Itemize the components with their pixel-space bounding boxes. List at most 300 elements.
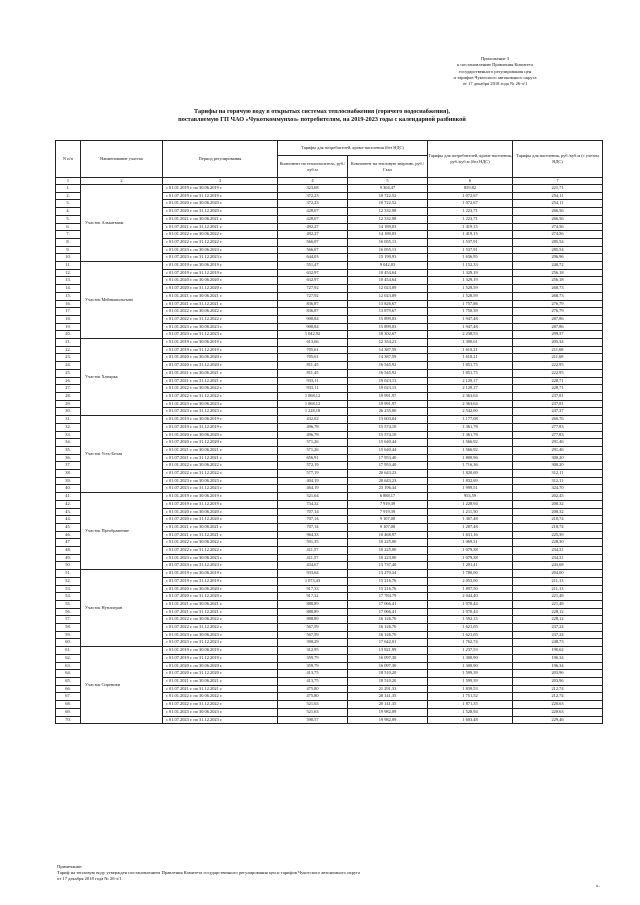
period-cell: с 01.01.2023 г. по 30.06.2023 г. <box>163 323 278 331</box>
heat-energy-cell: 15 640,44 <box>348 439 428 447</box>
tariff-cell: 1 419,15 <box>428 223 513 231</box>
heat-energy-cell: 12 354,21 <box>348 339 428 347</box>
tariff-cell: 1 820,69 <box>428 470 513 478</box>
row-number: 63. <box>56 662 81 670</box>
row-number: 26. <box>56 377 81 385</box>
heat-energy-cell: 16 545,92 <box>348 362 428 370</box>
row-number: 54. <box>56 593 81 601</box>
heat-energy-cell: 17 066,41 <box>348 608 428 616</box>
heat-energy-cell: 17 642,01 <box>348 639 428 647</box>
heat-energy-cell: 20 141,35 <box>348 701 428 709</box>
heat-carrier-cell: 475,80 <box>278 693 348 701</box>
heat-energy-cell: 15 574,10 <box>348 431 428 439</box>
population-tariff-cell: 221,71 <box>513 185 603 193</box>
tariff-cell: 2 238,53 <box>428 331 513 339</box>
heat-energy-cell: 15 899,03 <box>348 323 428 331</box>
row-number: 36. <box>56 454 81 462</box>
period-cell: с 01.07.2023 г. по 31.12.2023 г. <box>163 716 278 724</box>
tariff-cell: 2 129,17 <box>428 377 513 385</box>
population-tariff-cell: 228,12 <box>513 616 603 624</box>
heat-carrier-cell: 571,26 <box>278 439 348 447</box>
heat-carrier-cell: 428,07 <box>278 215 348 223</box>
period-cell: с 01.07.2023 г. по 31.12.2023 г. <box>163 485 278 493</box>
heat-carrier-cell: 836,87 <box>278 300 348 308</box>
area-name: Участок Преображение <box>81 493 163 570</box>
period-cell: с 01.01.2022 г. по 30.06.2022 г. <box>163 231 278 239</box>
tariff-cell: 1 201,41 <box>428 562 513 570</box>
tariff-cell: 1 832,69 <box>428 477 513 485</box>
heat-carrier-cell: 1 068,12 <box>278 400 348 408</box>
heat-energy-cell: 16 097,30 <box>348 654 428 662</box>
period-cell: с 01.07.2023 г. по 31.12.2023 г. <box>163 562 278 570</box>
heat-energy-cell: 23 196,34 <box>348 485 428 493</box>
footnote-line: Тариф на тепловую воду утвержден постановлением Правления Комитета государственного регулирования цен и тарифов Чукотского автономного округа <box>57 870 361 876</box>
tariff-cell: 859,82 <box>428 185 513 193</box>
period-cell: с 01.01.2021 г. по 30.06.2021 г. <box>163 292 278 300</box>
heat-energy-cell: 7 919,39 <box>348 500 428 508</box>
heat-carrier-cell: 404,19 <box>278 477 348 485</box>
heat-carrier-cell: 390,29 <box>278 639 348 647</box>
tariff-cell: 1 537,91 <box>428 246 513 254</box>
tariff-cell: 1 228,94 <box>428 500 513 508</box>
row-number: 35. <box>56 446 81 454</box>
row-number: 31. <box>56 416 81 424</box>
population-tariff-cell: 266,56 <box>513 215 603 223</box>
population-tariff-cell: 312,11 <box>513 470 603 478</box>
heat-carrier-cell: 632,97 <box>278 277 348 285</box>
population-tariff-cell: 202,45 <box>513 493 603 501</box>
row-number: 12. <box>56 269 81 277</box>
tariff-cell: 1 621,05 <box>428 631 513 639</box>
population-tariff-cell: 287,86 <box>513 315 603 323</box>
population-tariff-cell: 228,12 <box>513 608 603 616</box>
heat-carrier-cell: 432,02 <box>278 416 348 424</box>
population-tariff-cell: 221,48 <box>513 600 603 608</box>
header-col7: Тарифы для населения, руб./куб.м (с учетом НДС) <box>513 141 603 178</box>
row-number: 17. <box>56 308 81 316</box>
heat-energy-cell: 18 510,20 <box>348 678 428 686</box>
row-number: 68. <box>56 701 81 709</box>
heat-energy-cell: 18 302,67 <box>348 331 428 339</box>
heat-carrier-cell: 411,57 <box>278 554 348 562</box>
heat-carrier-cell: 567,59 <box>278 631 348 639</box>
row-number: 13. <box>56 277 81 285</box>
population-tariff-cell: 276,79 <box>513 308 603 316</box>
period-cell: с 01.01.2022 г. по 30.06.2022 г. <box>163 385 278 393</box>
heat-energy-cell: 15 899,03 <box>348 315 428 323</box>
heat-energy-cell: 17 953,40 <box>348 454 428 462</box>
population-tariff-cell: 268,73 <box>513 292 603 300</box>
heat-carrier-cell: 566,07 <box>278 246 348 254</box>
row-number: 10. <box>56 254 81 262</box>
heat-energy-cell: 17 066,41 <box>348 600 428 608</box>
row-number: 2. <box>56 192 81 200</box>
period-cell: с 01.01.2021 г. по 30.06.2021 г. <box>163 446 278 454</box>
population-tariff-cell: 221,48 <box>513 593 603 601</box>
period-cell: с 01.07.2019 г. по 31.12.2019 г. <box>163 500 278 508</box>
tariff-cell: 1 751,52 <box>428 693 513 701</box>
tariff-cell: 2 542,00 <box>428 408 513 416</box>
heat-energy-cell: 19 982,09 <box>348 716 428 724</box>
period-cell: с 01.01.2019 г. по 30.06.2019 г. <box>163 339 278 347</box>
tariff-cell: 1 970,44 <box>428 608 513 616</box>
heat-carrier-cell: 964,33 <box>278 531 348 539</box>
population-tariff-cell: 285,54 <box>513 238 603 246</box>
period-cell: с 01.07.2022 г. по 31.12.2022 г. <box>163 392 278 400</box>
period-cell: с 01.01.2021 г. по 30.06.2021 г. <box>163 600 278 608</box>
annex-line: и тарифов Чукотского автономного округа <box>453 74 537 80</box>
population-tariff-cell: 212,74 <box>513 693 603 701</box>
period-cell: с 01.01.2020 г. по 30.06.2020 г. <box>163 662 278 670</box>
heat-carrier-cell: 413,75 <box>278 670 348 678</box>
tariff-cell: 1 211,50 <box>428 508 513 516</box>
period-cell: с 01.01.2019 г. по 30.06.2019 г. <box>163 185 278 193</box>
population-tariff-cell: 228,71 <box>513 385 603 393</box>
period-cell: с 01.07.2020 г. по 31.12.2020 г. <box>163 593 278 601</box>
period-cell: с 01.07.2022 г. по 31.12.2022 г. <box>163 238 278 246</box>
tariff-cell: 1 361,78 <box>428 423 513 431</box>
row-number: 42. <box>56 500 81 508</box>
population-tariff-cell: 218,74 <box>513 523 603 531</box>
population-tariff-cell: 211,13 <box>513 585 603 593</box>
period-cell: с 01.07.2023 г. по 31.12.2023 г. <box>163 254 278 262</box>
title-line: поставляемую ГП ЧАО «Чукоткоммунхоз» потребителям, на 2019-2023 годы с календарной разбивкой <box>178 116 466 123</box>
tariff-cell: 1 419,15 <box>428 231 513 239</box>
tariff-cell: 1 079,38 <box>428 547 513 555</box>
row-number: 46. <box>56 531 81 539</box>
population-tariff-cell: 196,34 <box>513 662 603 670</box>
period-cell: с 01.07.2019 г. по 31.12.2019 г. <box>163 577 278 585</box>
heat-energy-cell: 20 643,23 <box>348 477 428 485</box>
heat-carrier-cell: 707,14 <box>278 508 348 516</box>
heat-energy-cell: 13 826,67 <box>348 300 428 308</box>
tariff-cell: 1 851,75 <box>428 369 513 377</box>
header-number: 3 <box>163 178 278 185</box>
period-cell: с 01.01.2023 г. по 30.06.2023 г. <box>163 631 278 639</box>
period-cell: с 01.07.2022 г. по 31.12.2022 г. <box>163 624 278 632</box>
heat-energy-cell: 12 023,09 <box>348 285 428 293</box>
tariff-cell: 1 287,48 <box>428 523 513 531</box>
heat-energy-cell: 20 643,23 <box>348 470 428 478</box>
population-tariff-cell: 274,56 <box>513 223 603 231</box>
heat-energy-cell: 15 216,76 <box>348 577 428 585</box>
heat-energy-cell: 16 055,13 <box>348 238 428 246</box>
row-number: 24. <box>56 362 81 370</box>
period-cell: с 01.07.2019 г. по 31.12.2019 г. <box>163 346 278 354</box>
population-tariff-cell: 256,18 <box>513 277 603 285</box>
row-number: 39. <box>56 477 81 485</box>
tariff-cell: 1 631,16 <box>428 531 513 539</box>
heat-energy-cell: 17 953,40 <box>348 462 428 470</box>
header-number: 7 <box>513 178 603 185</box>
heat-energy-cell: 12 023,09 <box>348 292 428 300</box>
population-tariff-cell: 254,11 <box>513 192 603 200</box>
period-cell: с 01.07.2019 г. по 31.12.2019 г. <box>163 423 278 431</box>
row-number: 27. <box>56 385 81 393</box>
heat-carrier-cell: 644,03 <box>278 254 348 262</box>
period-cell: с 01.01.2021 г. по 30.06.2021 г. <box>163 523 278 531</box>
row-number: 61. <box>56 647 81 655</box>
area-name: Участок Мейныпильгыно <box>81 262 163 339</box>
row-number: 29. <box>56 400 81 408</box>
row-number: 5. <box>56 215 81 223</box>
tariff-table <box>55 140 603 724</box>
row-number: 58. <box>56 624 81 632</box>
tariff-cell: 1 079,38 <box>428 554 513 562</box>
tariff-cell: 1 566,92 <box>428 439 513 447</box>
row-number: 56. <box>56 608 81 616</box>
row-number: 33. <box>56 431 81 439</box>
population-tariff-cell: 211,68 <box>513 354 603 362</box>
annex-block <box>390 56 600 87</box>
population-tariff-cell: 324,70 <box>513 485 603 493</box>
header-period: Период регулирования <box>163 141 278 178</box>
tariff-cell: 2 129,17 <box>428 385 513 393</box>
heat-energy-cell: 19 991,97 <box>348 400 428 408</box>
tariff-cell: 1 329,19 <box>428 269 513 277</box>
population-tariff-cell: 256,18 <box>513 269 603 277</box>
population-tariff-cell: 243,68 <box>513 562 603 570</box>
tariff-cell: 1 947,48 <box>428 323 513 331</box>
population-tariff-cell: 240,72 <box>513 262 603 270</box>
period-cell: с 01.07.2020 г. по 31.12.2020 г. <box>163 285 278 293</box>
period-cell: с 01.01.2022 г. по 30.06.2022 г. <box>163 308 278 316</box>
heat-carrier-cell: 656,91 <box>278 454 348 462</box>
period-cell: с 01.07.2020 г. по 31.12.2020 г. <box>163 670 278 678</box>
heat-carrier-cell: 734,32 <box>278 500 348 508</box>
tariff-cell: 1 897,50 <box>428 585 513 593</box>
tariff-cell: 1 300,90 <box>428 654 513 662</box>
period-cell: с 01.07.2021 г. по 31.12.2021 г. <box>163 608 278 616</box>
row-number: 67. <box>56 693 81 701</box>
heat-carrier-cell: 323,68 <box>278 185 348 193</box>
tariff-cell: 1 177,08 <box>428 416 513 424</box>
heat-energy-cell: 9 107,08 <box>348 523 428 531</box>
heat-energy-cell: 16 126,70 <box>348 624 428 632</box>
row-number: 64. <box>56 670 81 678</box>
population-tariff-cell: 220,63 <box>513 708 603 716</box>
row-number: 30. <box>56 408 81 416</box>
population-tariff-cell: 296,96 <box>513 254 603 262</box>
row-number: 16. <box>56 300 81 308</box>
row-number: 51. <box>56 570 81 578</box>
population-tariff-cell: 208,32 <box>513 500 603 508</box>
period-cell: с 01.01.2023 г. по 30.06.2023 г. <box>163 554 278 562</box>
heat-energy-cell: 20 141,35 <box>348 693 428 701</box>
period-cell: с 01.01.2020 г. по 30.06.2020 г. <box>163 431 278 439</box>
row-number: 1. <box>56 185 81 193</box>
population-tariff-cell: 237,24 <box>513 624 603 632</box>
heat-carrier-cell: 598,57 <box>278 716 348 724</box>
heat-energy-cell: 14 189,03 <box>348 223 428 231</box>
row-number: 18. <box>56 315 81 323</box>
heat-energy-cell: 12 332,98 <box>348 215 428 223</box>
header-number: 4 <box>278 178 348 185</box>
heat-carrier-cell: 613,66 <box>278 339 348 347</box>
row-number: 6. <box>56 223 81 231</box>
row-number: 7. <box>56 231 81 239</box>
population-tariff-cell: 234,31 <box>513 547 603 555</box>
period-cell: с 01.07.2019 г. по 31.12.2019 г. <box>163 654 278 662</box>
tariff-cell: 1 757,86 <box>428 300 513 308</box>
heat-carrier-cell: 1 228,18 <box>278 408 348 416</box>
tariff-cell: 1 072,67 <box>428 200 513 208</box>
table-row <box>56 339 603 347</box>
heat-energy-cell: 16 097,30 <box>348 662 428 670</box>
period-cell: с 01.01.2019 г. по 30.06.2019 г. <box>163 493 278 501</box>
population-tariff-cell: 287,86 <box>513 323 603 331</box>
heat-energy-cell: 10 454,64 <box>348 277 428 285</box>
area-name: Участок Нунлигран <box>81 570 163 647</box>
row-number: 66. <box>56 685 81 693</box>
row-number: 69. <box>56 708 81 716</box>
tariff-cell: 1 603,48 <box>428 716 513 724</box>
tariff-cell: 1 999,51 <box>428 485 513 493</box>
area-name: Участок Усть-Белая <box>81 416 163 493</box>
heat-energy-cell: 26 235,06 <box>348 408 428 416</box>
table-row <box>56 647 603 655</box>
period-cell: с 01.07.2021 г. по 31.12.2021 г. <box>163 377 278 385</box>
heat-energy-cell: 13 879,67 <box>348 308 428 316</box>
table-row <box>56 262 603 270</box>
row-number: 25. <box>56 369 81 377</box>
heat-energy-cell: 10 722,52 <box>348 200 428 208</box>
population-tariff-cell: 276,79 <box>513 300 603 308</box>
heat-energy-cell: 7 919,39 <box>348 508 428 516</box>
tariff-cell: 1 610,21 <box>428 346 513 354</box>
population-tariff-cell: 274,56 <box>513 231 603 239</box>
population-tariff-cell: 222,95 <box>513 362 603 370</box>
row-number: 60. <box>56 639 81 647</box>
header-area: Наименование участка <box>81 141 163 178</box>
heat-carrier-cell: 566,07 <box>278 238 348 246</box>
period-cell: с 01.07.2020 г. по 31.12.2020 г. <box>163 208 278 216</box>
tariff-cell: 1 599,39 <box>428 670 513 678</box>
period-cell: с 01.07.2023 г. по 31.12.2023 г. <box>163 331 278 339</box>
row-number: 34. <box>56 439 81 447</box>
population-tariff-cell: 228,71 <box>513 377 603 385</box>
heat-carrier-cell: 428,07 <box>278 208 348 216</box>
heat-energy-cell: 18 510,20 <box>348 670 428 678</box>
heat-energy-cell: 14 189,03 <box>348 231 428 239</box>
population-tariff-cell: 277,83 <box>513 423 603 431</box>
header-comp-heat: Компонент на теплоноситель, руб./куб.м <box>278 156 348 178</box>
heat-energy-cell: 16 545,92 <box>348 369 428 377</box>
row-number: 19. <box>56 323 81 331</box>
heat-energy-cell: 9 107,08 <box>348 516 428 524</box>
annex-line: от 17 декабря 2018 года № 26-э/1 <box>462 81 528 87</box>
heat-carrier-cell: 492,27 <box>278 223 348 231</box>
tariff-cell: 1 762,74 <box>428 639 513 647</box>
heat-energy-cell: 10 225,00 <box>348 547 428 555</box>
heat-carrier-cell: 372,23 <box>278 192 348 200</box>
row-number: 14. <box>56 285 81 293</box>
period-cell: с 01.01.2023 г. по 30.06.2023 г. <box>163 708 278 716</box>
heat-carrier-cell: 888,89 <box>278 616 348 624</box>
period-cell: с 01.07.2019 г. по 31.12.2019 г. <box>163 269 278 277</box>
period-cell: с 01.07.2023 г. по 31.12.2023 г. <box>163 639 278 647</box>
period-cell: с 01.01.2020 г. по 30.06.2020 г. <box>163 277 278 285</box>
period-cell: с 01.01.2020 г. по 30.06.2020 г. <box>163 200 278 208</box>
heat-carrier-cell: 359,79 <box>278 662 348 670</box>
heat-energy-cell: 15 640,44 <box>348 446 428 454</box>
heat-carrier-cell: 551,47 <box>278 262 348 270</box>
table-row <box>56 185 603 193</box>
heat-energy-cell: 13 603,04 <box>348 416 428 424</box>
row-number: 52. <box>56 577 81 585</box>
heat-energy-cell: 13 270,34 <box>348 570 428 578</box>
tariff-cell: 2 053,00 <box>428 577 513 585</box>
area-name: Участок Хатырка <box>81 339 163 416</box>
period-cell: с 01.07.2020 г. по 31.12.2020 г. <box>163 362 278 370</box>
heat-carrier-cell: 917,32 <box>278 593 348 601</box>
period-cell: с 01.01.2022 г. по 30.06.2022 г. <box>163 616 278 624</box>
header-number: 1 <box>56 178 81 185</box>
heat-energy-cell: 9 042,03 <box>348 262 428 270</box>
footnote-heading: Примечание: <box>57 864 83 869</box>
heat-carrier-cell: 567,59 <box>278 624 348 632</box>
heat-energy-cell: 15 199,93 <box>348 254 428 262</box>
period-cell: с 01.01.2023 г. по 30.06.2023 г. <box>163 246 278 254</box>
annex-line: к постановлению Правления Комитета <box>457 62 533 68</box>
heat-energy-cell: 10 722,52 <box>348 192 428 200</box>
population-tariff-cell: 300,20 <box>513 462 603 470</box>
heat-carrier-cell: 707,14 <box>278 516 348 524</box>
row-number: 65. <box>56 678 81 686</box>
population-tariff-cell: 218,74 <box>513 516 603 524</box>
population-tariff-cell: 285,54 <box>513 246 603 254</box>
heat-energy-cell: 9 304,47 <box>348 185 428 193</box>
population-tariff-cell: 229,46 <box>513 716 603 724</box>
population-tariff-cell: 312,11 <box>513 477 603 485</box>
row-number: 32. <box>56 423 81 431</box>
header-number: 5 <box>348 178 428 185</box>
period-cell: с 01.07.2022 г. по 31.12.2022 г. <box>163 470 278 478</box>
heat-carrier-cell: 933,64 <box>278 570 348 578</box>
row-number: 44. <box>56 516 81 524</box>
heat-carrier-cell: 496,78 <box>278 423 348 431</box>
tariff-cell: 1 069,31 <box>428 539 513 547</box>
tariff-cell: 1 871,35 <box>428 701 513 709</box>
heat-carrier-cell: 1 073,43 <box>278 577 348 585</box>
heat-carrier-cell: 312,95 <box>278 647 348 655</box>
period-cell: с 01.01.2023 г. по 30.06.2023 г. <box>163 400 278 408</box>
period-cell: с 01.01.2019 г. по 30.06.2019 г. <box>163 416 278 424</box>
period-cell: с 01.01.2021 г. по 30.06.2021 г. <box>163 369 278 377</box>
table-row <box>56 493 603 501</box>
population-tariff-cell: 203,96 <box>513 670 603 678</box>
heat-energy-cell: 17 784,79 <box>348 593 428 601</box>
heat-carrier-cell: 727,92 <box>278 292 348 300</box>
tariff-cell: 1 367,48 <box>428 516 513 524</box>
heat-carrier-cell: 413,75 <box>278 678 348 686</box>
row-number: 53. <box>56 585 81 593</box>
population-tariff-cell: 247,37 <box>513 408 603 416</box>
population-tariff-cell: 277,83 <box>513 431 603 439</box>
heat-carrier-cell: 836,87 <box>278 308 348 316</box>
period-cell: с 01.07.2020 г. по 31.12.2020 г. <box>163 439 278 447</box>
tariff-cell: 1 636,95 <box>428 254 513 262</box>
period-cell: с 01.07.2021 г. по 31.12.2021 г. <box>163 531 278 539</box>
population-tariff-cell: 237,24 <box>513 631 603 639</box>
tariff-cell: 1 223,71 <box>428 215 513 223</box>
population-tariff-cell: 212,74 <box>513 685 603 693</box>
table-row <box>56 570 603 578</box>
heat-carrier-cell: 475,80 <box>278 685 348 693</box>
population-tariff-cell: 254,11 <box>513 200 603 208</box>
heat-carrier-cell: 591,35 <box>278 539 348 547</box>
tariff-cell: 1 621,05 <box>428 624 513 632</box>
